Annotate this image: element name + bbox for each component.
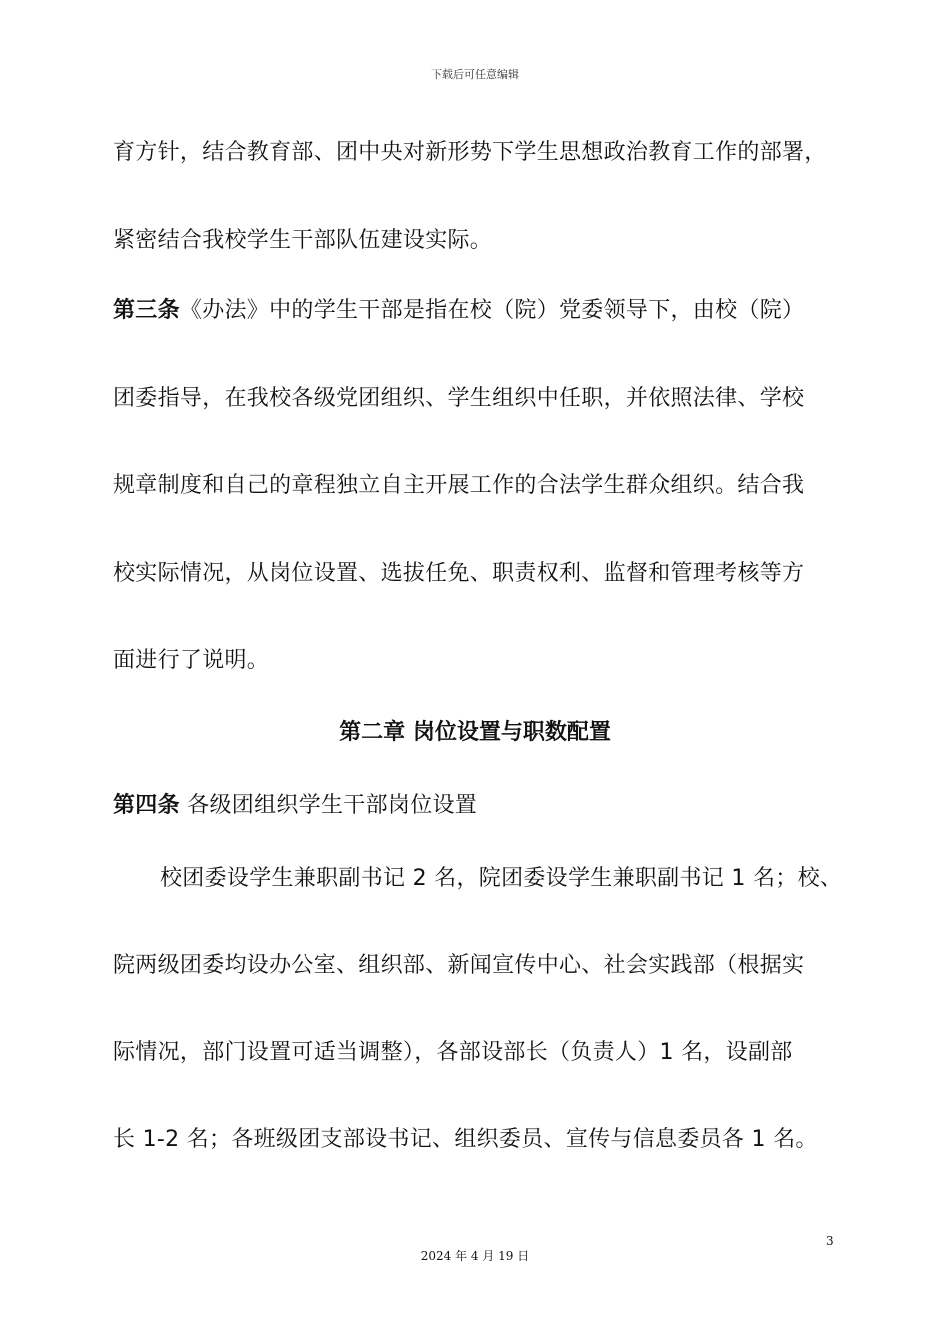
article-4-line: 校团委设学生兼职副书记 2 名，院团委设学生兼职副书记 1 名；校、 (160, 866, 843, 891)
article-3-text: 《办法》中的学生干部是指在校（院）党委领导下，由校（院） (179, 298, 805, 323)
article-3-line (113, 296, 873, 326)
article-4-label: 第四条 (113, 793, 180, 818)
article-3-line: 面进行了说明。 (113, 648, 270, 673)
article-4-title: 各级团组织学生干部岗位设置 (179, 793, 478, 818)
article-4-line: 际情况，部门设置可适当调整），各部设部长（负责人）1 名，设副部 (113, 1040, 793, 1065)
paragraph-line: 紧密结合我校学生干部队伍建设实际。 (113, 228, 493, 253)
article-4-heading (113, 791, 873, 821)
page-number: 3 (826, 1234, 834, 1248)
paragraph-line: 育方针，结合教育部、团中央对新形势下学生思想政治教育工作的部署， (113, 140, 827, 165)
article-4-line: 长 1-2 名；各班级团支部设书记、组织委员、宣传与信息委员各 1 名。 (113, 1127, 818, 1152)
article-3-line: 校实际情况，从岗位设置、选拔任免、职责权利、监督和管理考核等方 (113, 561, 805, 586)
chapter-title: 第二章 岗位设置与职数配置 (339, 720, 611, 745)
page-footer-date: 2024 年 4 月 19 日 (420, 1249, 530, 1263)
article-3-label: 第三条 (113, 298, 180, 323)
article-3-line: 团委指导，在我校各级党团组织、学生组织中任职，并依照法律、学校 (113, 386, 805, 411)
page-header: 下载后可任意编辑 (431, 68, 519, 81)
article-4-line: 院两级团委均设办公室、组织部、新闻宣传中心、社会实践部（根据实 (113, 953, 805, 978)
article-3-line: 规章制度和自己的章程独立自主开展工作的合法学生群众组织。结合我 (113, 473, 805, 498)
